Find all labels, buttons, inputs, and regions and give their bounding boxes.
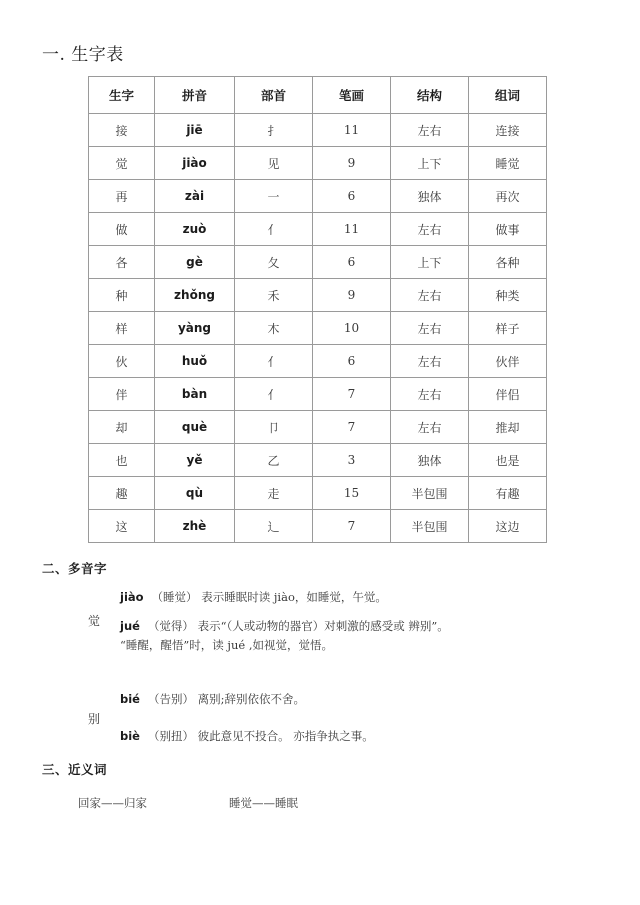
polyphone-pinyin: biè (120, 729, 140, 743)
cell-structure: 独体 (391, 180, 469, 213)
cell-pinyin: jiào (155, 147, 235, 180)
table-row (89, 147, 547, 180)
polyphone-line (120, 617, 600, 636)
polyphone-group-jue (80, 588, 600, 665)
cell-structure: 独体 (391, 444, 469, 477)
cell-word: 伙伴 (469, 345, 547, 378)
cell-char: 趣 (89, 477, 155, 510)
cell-strokes: 6 (313, 345, 391, 378)
polyphone-text: （别扭） 彼此意见不投合。 亦指争执之事。 (147, 729, 374, 743)
synonym-pair: 睡觉——睡眠 (229, 796, 298, 810)
cell-strokes: 9 (313, 279, 391, 312)
cell-structure: 半包围 (391, 477, 469, 510)
cell-structure: 左右 (391, 279, 469, 312)
polyphone-text: （告别） 离别;辞别依依不舍。 (147, 692, 306, 706)
cell-radical: 卩 (235, 411, 313, 444)
cell-word: 种类 (469, 279, 547, 312)
synonym-pair: 回家——归家 (78, 796, 147, 810)
cell-word: 伴侣 (469, 378, 547, 411)
cell-radical: 亻 (235, 213, 313, 246)
cell-strokes: 6 (313, 246, 391, 279)
vocabulary-table (88, 76, 547, 543)
polyphone-entries-jue (120, 588, 600, 655)
cell-structure: 上下 (391, 147, 469, 180)
polyphone-entry (120, 617, 600, 655)
cell-word: 睡觉 (469, 147, 547, 180)
table-row (89, 411, 547, 444)
cell-char: 再 (89, 180, 155, 213)
table-row (89, 279, 547, 312)
polyphone-line (120, 588, 600, 607)
cell-pinyin: gè (155, 246, 235, 279)
column-header-radical: 部首 (235, 77, 313, 114)
table-body (89, 114, 547, 543)
cell-char: 做 (89, 213, 155, 246)
cell-strokes: 11 (313, 114, 391, 147)
cell-structure: 左右 (391, 114, 469, 147)
polyphone-line (120, 690, 600, 709)
cell-char: 却 (89, 411, 155, 444)
cell-radical: 走 (235, 477, 313, 510)
cell-strokes: 7 (313, 411, 391, 444)
table-row (89, 510, 547, 543)
table-row (89, 180, 547, 213)
cell-word: 推却 (469, 411, 547, 444)
polyphone-text: “睡醒，醒悟”时，读 jué ,如视觉，觉悟。 (120, 638, 334, 652)
column-header-structure: 结构 (391, 77, 469, 114)
cell-strokes: 10 (313, 312, 391, 345)
polyphone-line (120, 727, 600, 746)
polyphone-entry (120, 727, 600, 746)
cell-radical: 辶 (235, 510, 313, 543)
cell-strokes: 6 (313, 180, 391, 213)
cell-word: 各种 (469, 246, 547, 279)
cell-structure: 左右 (391, 378, 469, 411)
cell-word: 也是 (469, 444, 547, 477)
section-heading-synonym: 三、近义词 (42, 762, 108, 777)
cell-radical: 乙 (235, 444, 313, 477)
polyphone-headword-jue: 觉 (88, 614, 101, 628)
cell-structure: 左右 (391, 213, 469, 246)
column-header-pinyin: 拼音 (155, 77, 235, 114)
polyphone-entry (120, 690, 600, 709)
cell-strokes: 3 (313, 444, 391, 477)
table-row (89, 114, 547, 147)
section-heading-polyphone: 二、多音字 (42, 561, 108, 576)
table-row (89, 246, 547, 279)
cell-pinyin: zhǒng (155, 279, 235, 312)
cell-radical: 禾 (235, 279, 313, 312)
cell-char: 伙 (89, 345, 155, 378)
cell-word: 做事 (469, 213, 547, 246)
cell-char: 接 (89, 114, 155, 147)
page-title: 一. 生字表 (42, 45, 124, 65)
cell-pinyin: zài (155, 180, 235, 213)
polyphone-pinyin: bié (120, 692, 140, 706)
cell-word: 连接 (469, 114, 547, 147)
polyphone-text: （觉得） 表示“（人或动物的器官）对刺激的感受或 辨别”。 (147, 619, 449, 633)
cell-structure: 左右 (391, 411, 469, 444)
cell-strokes: 7 (313, 378, 391, 411)
cell-strokes: 11 (313, 213, 391, 246)
cell-pinyin: yàng (155, 312, 235, 345)
cell-pinyin: qù (155, 477, 235, 510)
cell-pinyin: yě (155, 444, 235, 477)
cell-structure: 半包围 (391, 510, 469, 543)
cell-radical: 夂 (235, 246, 313, 279)
cell-word: 有趣 (469, 477, 547, 510)
polyphone-text: （睡觉） 表示睡眠时读 jiào，如睡觉，午觉。 (151, 590, 387, 604)
cell-char: 样 (89, 312, 155, 345)
cell-word: 样子 (469, 312, 547, 345)
table-header-row (89, 77, 547, 114)
cell-char: 这 (89, 510, 155, 543)
cell-radical: 木 (235, 312, 313, 345)
polyphone-headword-bie: 别 (88, 712, 101, 726)
polyphone-pinyin: jiào (120, 590, 144, 604)
cell-pinyin: zuò (155, 213, 235, 246)
vocabulary-table-container (88, 76, 546, 543)
polyphone-entries-bie (120, 690, 600, 746)
column-header-strokes: 笔画 (313, 77, 391, 114)
cell-structure: 左右 (391, 312, 469, 345)
cell-radical: 见 (235, 147, 313, 180)
polyphone-entry (120, 588, 600, 607)
cell-word: 再次 (469, 180, 547, 213)
cell-word: 这边 (469, 510, 547, 543)
polyphone-pinyin: jué (120, 619, 140, 633)
synonym-list (78, 795, 298, 811)
cell-char: 伴 (89, 378, 155, 411)
table-row (89, 345, 547, 378)
cell-pinyin: què (155, 411, 235, 444)
table-row (89, 312, 547, 345)
table-row (89, 213, 547, 246)
cell-strokes: 7 (313, 510, 391, 543)
polyphone-line (120, 636, 600, 655)
cell-char: 各 (89, 246, 155, 279)
cell-char: 种 (89, 279, 155, 312)
cell-radical: 扌 (235, 114, 313, 147)
column-header-char: 生字 (89, 77, 155, 114)
table-row (89, 444, 547, 477)
cell-pinyin: zhè (155, 510, 235, 543)
column-header-word: 组词 (469, 77, 547, 114)
cell-radical: 亻 (235, 378, 313, 411)
table-row (89, 477, 547, 510)
cell-radical: 一 (235, 180, 313, 213)
table-row (89, 378, 547, 411)
cell-char: 也 (89, 444, 155, 477)
cell-pinyin: jiē (155, 114, 235, 147)
cell-char: 觉 (89, 147, 155, 180)
table-header (89, 77, 547, 114)
cell-structure: 上下 (391, 246, 469, 279)
cell-radical: 亻 (235, 345, 313, 378)
cell-strokes: 9 (313, 147, 391, 180)
polyphone-group-bie (80, 690, 600, 764)
cell-structure: 左右 (391, 345, 469, 378)
cell-pinyin: bàn (155, 378, 235, 411)
cell-pinyin: huǒ (155, 345, 235, 378)
cell-strokes: 15 (313, 477, 391, 510)
